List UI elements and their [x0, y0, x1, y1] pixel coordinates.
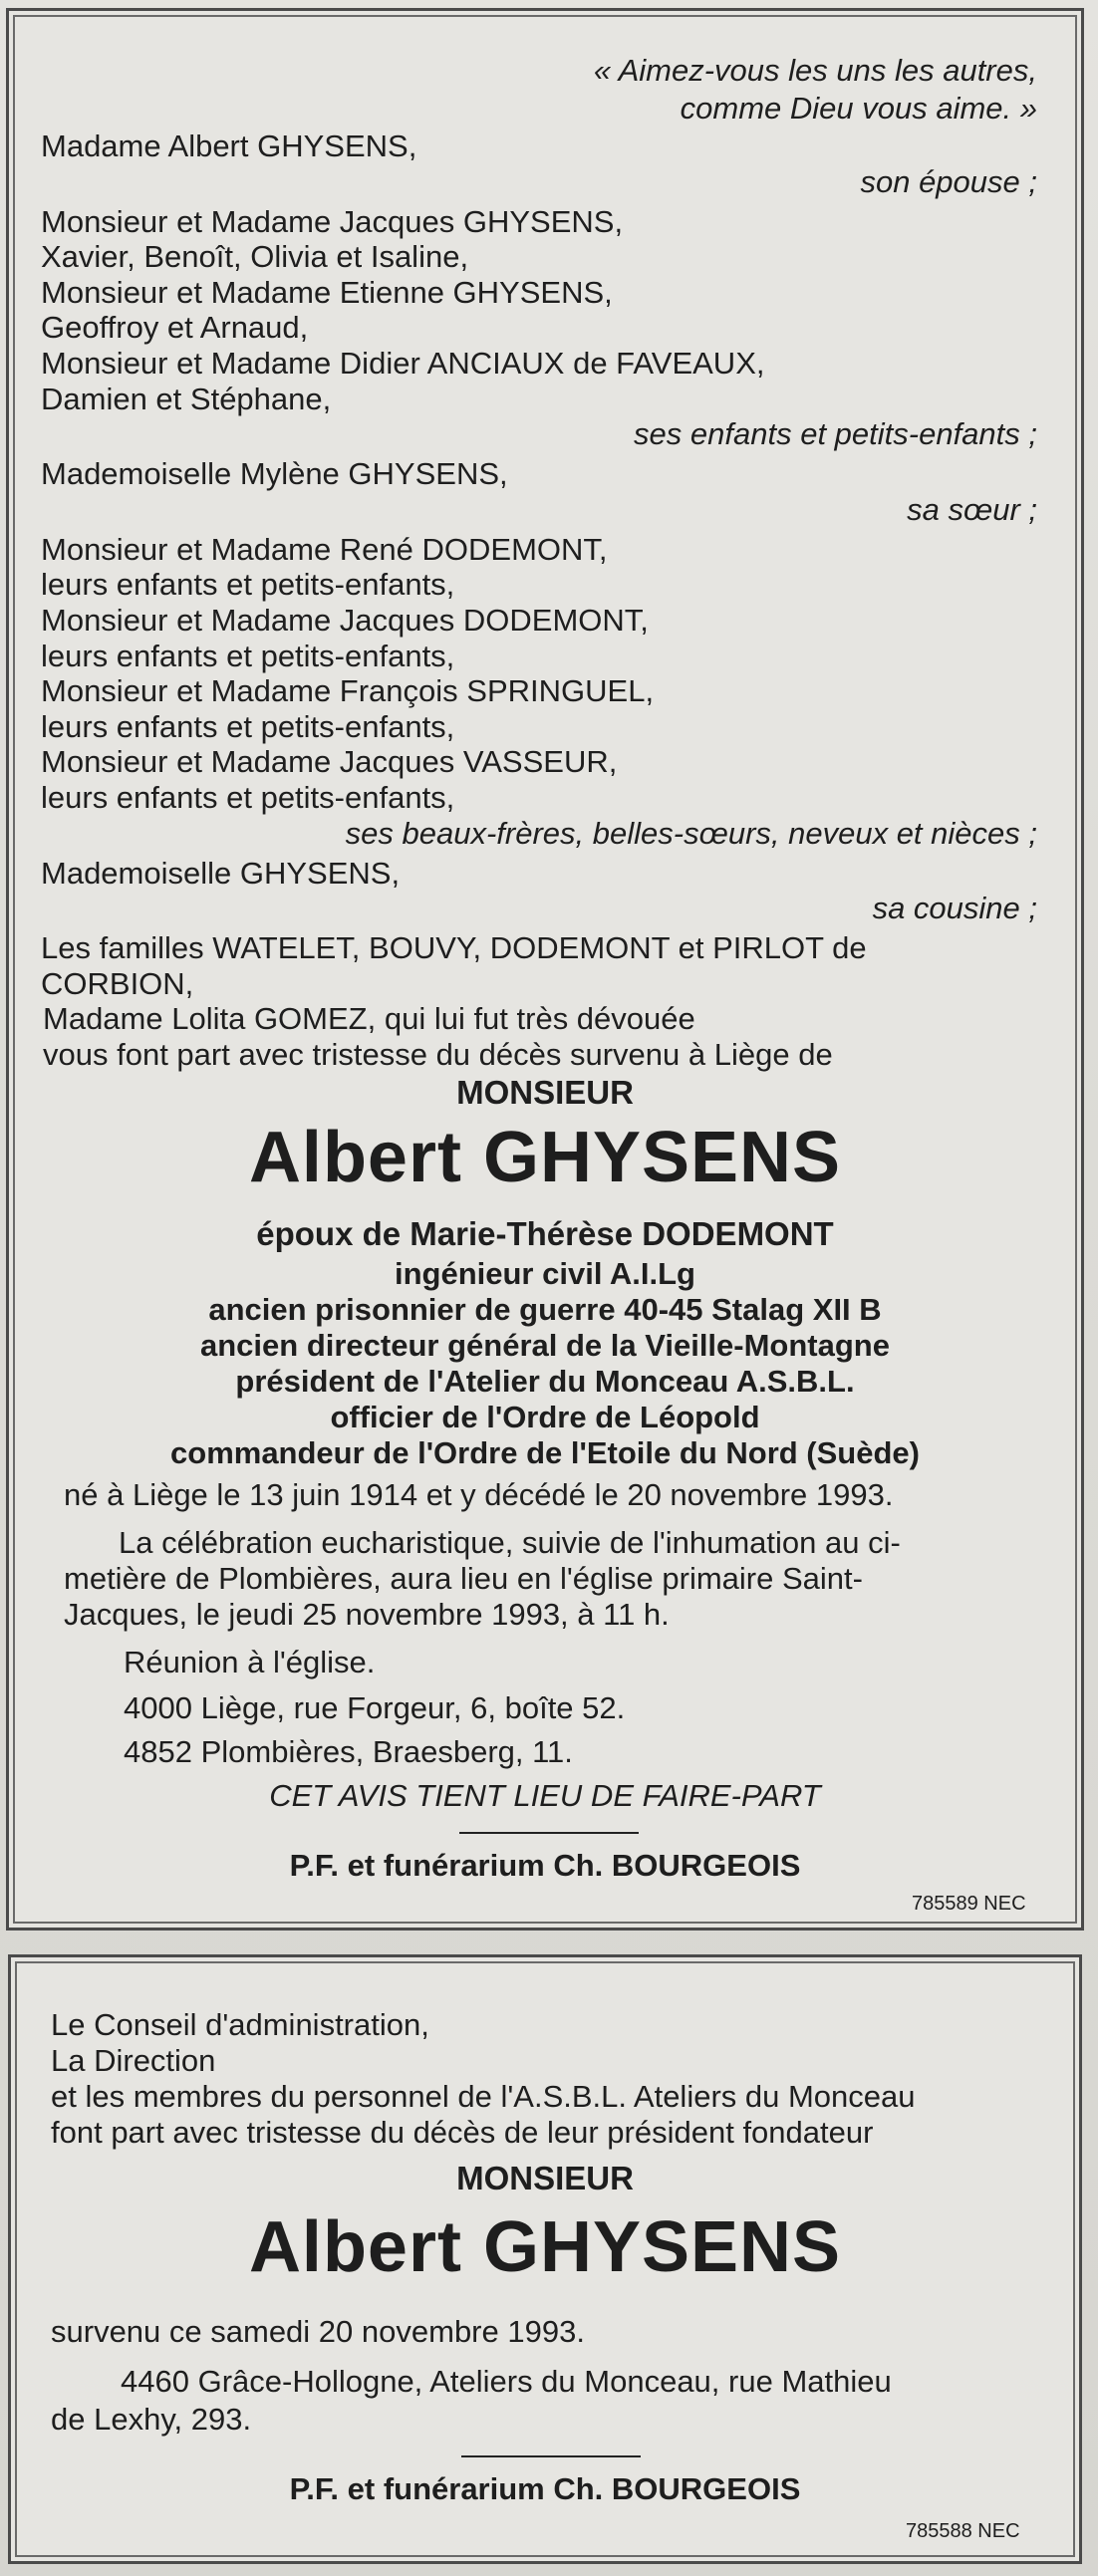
reference-number: 785589 NEC — [912, 1893, 1026, 1915]
family-member-line: Damien et Stéphane, — [41, 381, 332, 416]
family-member-line: Monsieur et Madame François SPRINGUEL, — [41, 673, 655, 709]
address-line-1: 4460 Grâce-Hollogne, Ateliers du Monceau, rue Mathieu — [121, 2364, 892, 2399]
family-member-line: Mademoiselle Mylène GHYSENS, — [41, 456, 508, 492]
family-member-line: Mademoiselle GHYSENS, — [41, 855, 401, 891]
family-member-line: Madame Albert GHYSENS, — [41, 129, 417, 163]
title-line: ancien prisonnier de guerre 40-45 Stalag XII B — [208, 1292, 882, 1327]
deceased-name: Albert GHYSENS — [248, 1118, 842, 1197]
faire-part-notice: CET AVIS TIENT LIEU DE FAIRE-PART — [269, 1778, 821, 1813]
relationship-label: sa cousine ; — [872, 891, 1037, 926]
deceased-name: Albert GHYSENS — [248, 2207, 842, 2287]
divider-rule — [459, 1832, 639, 1834]
family-member-line: Monsieur et Madame Jacques GHYSENS, — [41, 203, 624, 239]
ceremony-line-3: Jacques, le jeudi 25 novembre 1993, à 11 h. — [64, 1597, 670, 1632]
quote-line-2: comme Dieu vous aime. » — [680, 91, 1037, 126]
birth-death-dates: né à Liège le 13 juin 1914 et y décédé le 20 novembre 1993. — [64, 1477, 894, 1512]
obituary-notice-1 — [6, 8, 1084, 1931]
intro-line-3: et les membres du personnel de l'A.S.B.L. Ateliers du Monceau — [51, 2079, 916, 2114]
family-member-line: Monsieur et Madame René DODEMONT, — [41, 531, 608, 567]
family-member-line: leurs enfants et petits-enfants, — [41, 708, 455, 744]
address-line-2: de Lexhy, 293. — [51, 2402, 252, 2437]
honorific: MONSIEUR — [456, 1074, 634, 1111]
spouse-line: époux de Marie-Thérèse DODEMONT — [256, 1215, 834, 1252]
funeral-home: P.F. et funérarium Ch. BOURGEOIS — [289, 2471, 801, 2506]
family-member-line: Geoffroy et Arnaud, — [41, 310, 309, 346]
honorific: MONSIEUR — [456, 2160, 634, 2196]
relationship-label: son épouse ; — [860, 163, 1037, 199]
quote-line-1: « Aimez-vous les uns les autres, — [593, 53, 1037, 88]
intro-line-2: La Direction — [51, 2043, 216, 2078]
intro-line-1: Le Conseil d'administration, — [51, 2007, 429, 2042]
divider-rule — [461, 2455, 641, 2457]
address-2: 4852 Plombières, Braesberg, 11. — [124, 1734, 573, 1769]
ceremony-line-1: La célébration eucharistique, suivie de l'inhumation au ci- — [119, 1525, 901, 1560]
title-line: officier de l'Ordre de Léopold — [330, 1400, 760, 1434]
family-member-line: CORBION, — [41, 965, 194, 1001]
title-line: ingénieur civil A.I.Lg — [394, 1256, 695, 1291]
family-member-line: vous font part avec tristesse du décès survenu à Liège de — [43, 1037, 833, 1072]
relationship-label: ses beaux-frères, belles-sœurs, neveux et nièces ; — [345, 815, 1037, 851]
family-member-line: leurs enfants et petits-enfants, — [41, 567, 455, 603]
reference-number: 785588 NEC — [906, 2520, 1020, 2542]
family-member-line: Monsieur et Madame Didier ANCIAUX de FAVEAUX, — [41, 346, 765, 381]
relationship-label: ses enfants et petits-enfants ; — [634, 416, 1037, 452]
address-1: 4000 Liège, rue Forgeur, 6, boîte 52. — [124, 1690, 626, 1725]
funeral-home: P.F. et funérarium Ch. BOURGEOIS — [289, 1848, 801, 1883]
family-member-line: Les familles WATELET, BOUVY, DODEMONT et PIRLOT de — [41, 930, 867, 966]
title-line: président de l'Atelier du Monceau A.S.B.L. — [235, 1364, 855, 1399]
obituary-notice-2 — [8, 1954, 1082, 2564]
family-member-line: Monsieur et Madame Jacques DODEMONT, — [41, 603, 649, 638]
family-member-line: Monsieur et Madame Jacques VASSEUR, — [41, 744, 618, 780]
relationship-label: sa sœur ; — [907, 491, 1037, 527]
reunion: Réunion à l'église. — [124, 1645, 376, 1679]
family-member-line: Monsieur et Madame Etienne GHYSENS, — [41, 274, 613, 310]
survenu-date: survenu ce samedi 20 novembre 1993. — [51, 2314, 585, 2349]
family-member-line: Xavier, Benoît, Olivia et Isaline, — [41, 239, 469, 275]
family-member-line: leurs enfants et petits-enfants, — [41, 638, 455, 673]
title-line: ancien directeur général de la Vieille-Montagne — [200, 1328, 890, 1363]
title-line: commandeur de l'Ordre de l'Etoile du Nord (Suède) — [170, 1435, 920, 1470]
intro-line-4: font part avec tristesse du décès de leur président fondateur — [51, 2115, 874, 2150]
family-member-line: leurs enfants et petits-enfants, — [41, 780, 455, 815]
ceremony-line-2: metière de Plombières, aura lieu en l'église primaire Saint- — [64, 1561, 863, 1596]
family-member-line: Madame Lolita GOMEZ, qui lui fut très dévouée — [43, 1001, 695, 1037]
